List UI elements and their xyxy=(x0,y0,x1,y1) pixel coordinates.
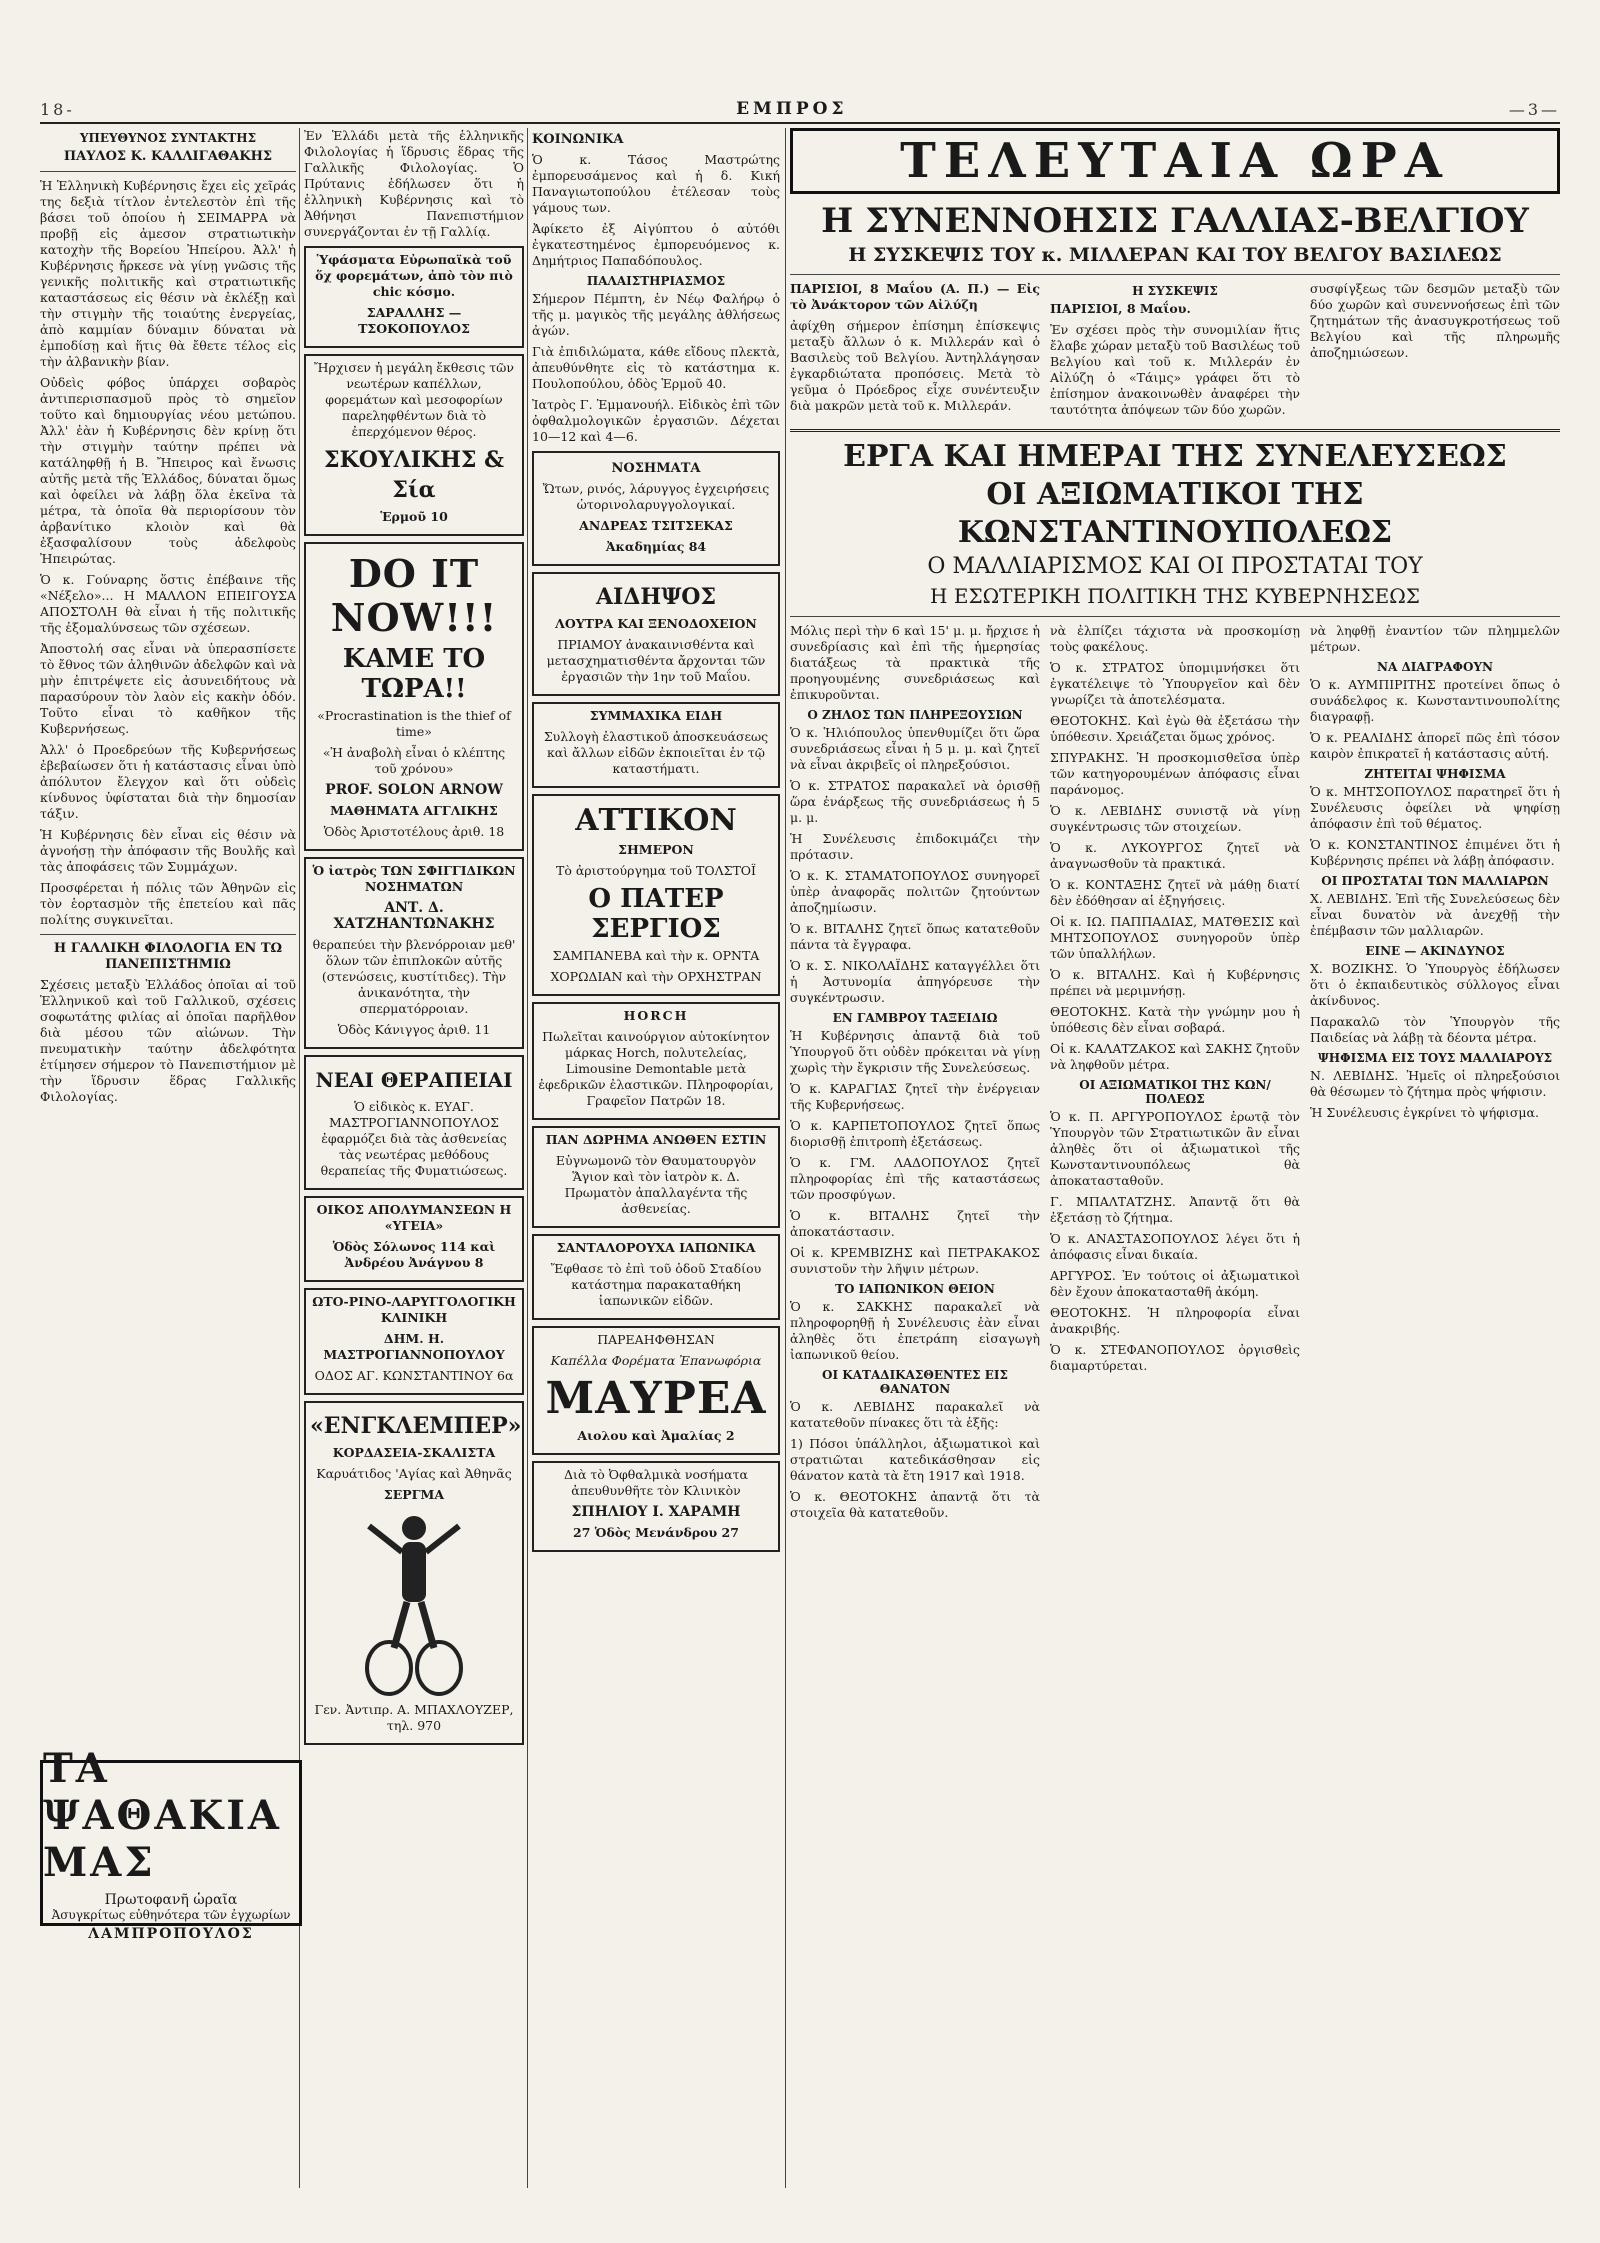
newspaper-title: ΕΜΠΡΟΣ xyxy=(736,99,848,119)
ad-name: ΑΝΔΡΕΑΣ ΤΣΙΤΣΕΚΑΣ xyxy=(579,518,733,533)
headline-6: Η ΕΣΩΤΕΡΙΚΗ ΠΟΛΙΤΙΚΗ ΤΗΣ ΚΥΒΕΡΝΗΣΕΩΣ xyxy=(930,584,1420,608)
ad-name: PROF. SOLON ARNOW xyxy=(325,782,503,798)
ad-title: ΣΑΝΤΑΛΟΡΟΥΧΑ ΙΑΠΩΝΙΚΑ xyxy=(556,1240,756,1255)
ad-name: ΣΑΡΑΛΛΗΣ — ΤΣΟΚΟΠΟΥΛΟΣ xyxy=(358,305,470,336)
article-paragraph: Ὁ κ. ΒΙΤΑΛΗΣ. Καὶ ἡ Κυβέρνησις πρέπει νὰ μεριμνήσῃ. xyxy=(1050,967,1300,998)
philology-heading: Η ΓΑΛΛΙΚΗ ΦΙΛΟΛΟΓΙΑ ΕΝ ΤΩ ΠΑΝΕΠΙΣΤΗΜΙΩ xyxy=(53,941,283,972)
article-paragraph: Ἡ Συνέλευσις ἐγκρίνει τὸ ψήφισμα. xyxy=(1310,1105,1539,1120)
page-number-right: —3— xyxy=(1508,99,1560,119)
ad-pretitle: Διὰ τὸ Ὀφθαλμικὰ νοσήματα ἀπευθυνθῆτε τὸν Κλινικὸν xyxy=(564,1467,748,1498)
ad-title: ΠΑΝ ΔΩΡΗΜΑ ΑΝΩΘΕΝ ΕΣΤΙΝ xyxy=(545,1132,767,1147)
ad-text: Ὑφάσματα Εὐρωπαϊκὰ τοῦ ὅχ φορεμάτων, ἀπὸ τὸν πιὸ chic κόσμο. xyxy=(315,252,513,299)
ad-pretitle: ΠΑΡΕΑΗΦΘΗΣΑΝ xyxy=(597,1332,715,1347)
ad-ent-clinic xyxy=(304,1288,524,1395)
ad-address: Ἑρμοῦ 10 xyxy=(380,509,448,524)
editor-name: ΠΑΥΛΟΣ Κ. ΚΑΛΛΙΓΑΘΑΚΗΣ xyxy=(63,149,273,164)
article-paragraph: Ὁ κ. Γούναρης ὅστις ἐπέβαινε τῆς «Νέξελο»... Η ΜΑΛΛΟΝ ΕΠΕΙΓΟΥΣΑ ΑΠΟΣΤΟΛΗ θὰ εἶναι ἡ τῆς πολιτικῆς τῆς ἐξομαλύνσεως τῶν σχέσεων. xyxy=(40,572,296,635)
ad-quote-greek: «Ἡ ἀναβολὴ εἶναι ὁ κλέπτης τοῦ χρόνου» xyxy=(322,745,506,776)
divider xyxy=(790,429,1560,432)
article-paragraph: Οἱ κ. ΚΑΛΑΤΖΑΚΟΣ καὶ ΣΑΚΗΣ ζητοῦν νὰ ληφθοῦν μέτρα. xyxy=(1050,1041,1300,1072)
lead-story xyxy=(790,281,1560,423)
divider xyxy=(40,171,296,172)
ad-disinfection xyxy=(304,1196,524,1282)
section-heading: ΝΑ ΔΙΑΓΡΑΦΟΥΝ xyxy=(1377,660,1493,674)
article-paragraph: Ὁ κ. Ἡλιόπουλος ὑπενθυμίζει ὅτι ὥρα συνεδριάσεως εἶναι ἡ 5 μ. μ. καὶ ζητεῖ νὰ εἶναι ἀκριβεῖς οἱ πληρεξούσιοι. xyxy=(790,725,1040,772)
ad-quote: «Procrastination is the thief of time» xyxy=(317,708,511,739)
ad-address: ΟΔΟΣ ΑΓ. ΚΩΝΣΤΑΝΤΙΝΟΥ 6α xyxy=(314,1368,514,1383)
article-paragraph: Οἱ κ. ΙΩ. ΠΑΠΠΑΔΙΑΣ, ΜΑΤΘΕΣΙΣ καὶ ΜΗΤΣΟΠΟΥΛΟΣ συνηγοροῦν ὑπὲρ τῶν ὑπαλλήλων. xyxy=(1050,914,1300,961)
article-paragraph: νὰ ληφθῇ ἐναντίον τῶν πλημμελῶν μέτρων. xyxy=(1310,623,1560,654)
headline-1: Η ΣΥΝΕΝΝΟΗΣΙΣ ΓΑΛΛΙΑΣ-ΒΕΛΓΙΟΥ xyxy=(821,201,1529,241)
cinema-cast: ΣΑΜΠΑΝΕΒΑ καὶ τὴν κ. ΟΡΝΤΑ xyxy=(552,948,760,963)
section-heading: ΠΑΛΑΙΣΤΗΡΙΑΣΜΟΣ xyxy=(586,274,726,288)
article-paragraph: Ὁ κ. Π. ΑΡΓΥΡΟΠΟΥΛΟΣ ἐρωτᾷ τὸν Ὑπουργὸν τῶν Στρατιωτικῶν ἂν εἶναι ἀληθὲς ὅτι οἱ ἀξιωματικοὶ τῆς Κωνσταντινουπόλεως θὰ ἀποκατασταθοῦν. xyxy=(1050,1109,1300,1188)
editor-label: ΥΠΕΥΘΥΝΟΣ ΣΥΝΤΑΚΤΗΣ xyxy=(79,131,257,145)
ad-address: Αιολου καὶ Ἀμαλίας 2 xyxy=(577,1428,735,1443)
ad-english-lessons xyxy=(304,542,524,851)
cinema-film: Ο ΠΑΤΕΡ ΣΕΡΓΙΟΣ xyxy=(588,884,724,944)
article-paragraph: Ἐν Ἑλλάδι μετὰ τῆς ἑλληνικῆς Φιλολογίας ἡ ἵδρυσις ἕδρας τῆς Γαλλικῆς Φιλολογίας. Ὁ Πρύτανις ἐδήλωσεν ὅτι ἡ ἑλληνικὴ Κυβέρνησις καὶ τὸ Ἀθήνησι Πανεπιστήμιον συνεργάζονται ἐν τῇ Γαλλίᾳ. xyxy=(304,128,524,239)
article-paragraph: Σήμερον Πέμπτη, ἐν Νέῳ Φαλήρῳ ὁ τῆς μ. μαγικὸς τῆς μεγάλης ἀθλήσεως ἀγών. xyxy=(532,291,780,338)
column-rule xyxy=(527,128,528,2188)
ad-address: 27 Ὁδὸς Μενάνδρου 27 xyxy=(573,1525,739,1540)
article-paragraph: Ὁ κ. ΘΕΟΤΟΚΗΣ ἀπαντᾷ ὅτι τὰ στοιχεῖα θὰ κατατεθοῦν. xyxy=(790,1489,1040,1520)
ad-text: ΠΡΙΑΜΟΥ ἀνακαινισθέντα καὶ μετασχηματισθέντα ἄρχονται τῶν ἐργασιῶν τὴν 1ην τοῦ Μαΐου. xyxy=(546,637,766,684)
article-paragraph: Χ. ΒΟΖΙΚΗΣ. Ὁ Ὑπουργὸς ἐδήλωσεν ὅτι ὁ ἐκπαιδευτικὸς σύλλογος εἶναι ἀκίνδυνος. xyxy=(1310,961,1560,1008)
article-paragraph: Ὁ κ. ΣΑΚΚΗΣ παρακαλεῖ νὰ πληροφορηθῇ ἡ Συνέλευσις ἐὰν εἶναι ἀληθὲς ὅτι ἐπετράπη εἰσαγωγὴ ἰαπωνικοῦ θείου. xyxy=(790,1299,1040,1362)
section-heading: ΨΗΦΙΣΜΑ ΕΙΣ ΤΟΥΣ ΜΑΛΛΙΑΡΟΥΣ xyxy=(1317,1051,1553,1065)
ad-spiliou xyxy=(532,1461,780,1552)
ad-title: HORCH xyxy=(623,1008,689,1023)
article-paragraph: Ὁ κ. ΚΟΝΣΤΑΝΤΙΝΟΣ ἐπιμένει ὅτι ἡ Κυβέρνησις πρέπει νὰ λάβῃ ἀπόφασιν. xyxy=(1310,837,1560,868)
column-2 xyxy=(304,128,524,2188)
column-3 xyxy=(532,128,780,2188)
ad-corsets xyxy=(304,1401,524,1745)
article-paragraph: Οἱ κ. ΚΡΕΜΒΙΖΗΣ καὶ ΠΕΤΡΑΚΑΚΟΣ συνιστοῦν τὴν λῆψιν μέτρων. xyxy=(790,1245,1040,1276)
ad-text: Ὁ εἰδικὸς κ. ΕΥΑΓ. ΜΑΣΤΡΟΓΙΑΝΝΟΠΟΥΛΟΣ ἐφαρμόζει διὰ τὰς ἀσθενείας τὰς νεωτέρας μεθόδους θεραπείας τῆς Φυματιώσεως. xyxy=(320,1099,508,1178)
divider xyxy=(790,616,1560,617)
article-paragraph: Σχέσεις μεταξὺ Ἑλλάδος ὁποῖαι αἱ τοῦ Ἑλληνικοῦ καὶ τοῦ Γαλλικοῦ, σχέσεις σοφωτάτης φιλίας αἱ ὁποῖαι παρῆλθον διὰ μέσου τῶν αἰώνων. Τὴν πνευματικὴν ταύτην ἀδελφότητα ἐτίμησεν σήμερον τὸ Πανεπιστήμιον μὲ τὴν ἵδρυσιν ἕδρας Γαλλικῆς Φιλολογίας. xyxy=(40,977,296,1104)
ad-title: «ΕΝΓΚΛΕΜΠΕΡ» xyxy=(310,1413,522,1439)
ad-fabrics xyxy=(304,246,524,348)
headline-5: Ο ΜΑΛΛΙΑΡΙΣΜΟΣ ΚΑΙ ΟΙ ΠΡΟΣΤΑΤΑΙ ΤΟΥ xyxy=(927,554,1423,579)
banner-box xyxy=(790,128,1560,194)
ad-japanese xyxy=(532,1234,780,1320)
ad-title: ΝΟΣΗΜΑΤΑ xyxy=(611,461,701,476)
article-paragraph: Ἰατρὸς Γ. Ἐμμανουήλ. Εἰδικὸς ἐπὶ τῶν ὀφθαλμολογικῶν ἐργασιῶν. Δέχεται 10—12 καὶ 4—6. xyxy=(532,397,780,444)
article-paragraph: Ὁ κ. ΛΕΒΙΔΗΣ συνιστᾷ νὰ γίνῃ συγκέντρωσις τῶν στοιχείων. xyxy=(1050,803,1300,834)
ad-cinema xyxy=(532,794,780,996)
cinema-name: ΑΤΤΙΚΟΝ xyxy=(575,803,737,838)
ad-horch xyxy=(532,1002,780,1120)
ad-name: ΑΝΤ. Δ. ΧΑΤΖΗΑΝΤΩΝΑΚΗΣ xyxy=(333,900,495,932)
section-heading: ΕΝ ΓΑΜΒΡΟΥ ΤΑΞΕΙΔΙΩ xyxy=(832,1011,998,1025)
ad-lessons: ΜΑΘΗΜΑΤΑ ΑΓΓΛΙΚΗΣ xyxy=(330,803,498,818)
section-heading: Ο ΖΗΛΟΣ ΤΩΝ ΠΛΗΡΕΞΟΥΣΙΩΝ xyxy=(807,708,1023,722)
article-paragraph: ΘΕΟΤΟΚΗΣ. Ἡ πληροφορία εἶναι ἀνακριβής. xyxy=(1050,1305,1300,1336)
article-paragraph: Ὁ κ. ΚΑΡΑΓΙΑΣ ζητεῖ τὴν ἐνέργειαν τῆς Κυβερνήσεως. xyxy=(790,1081,1040,1112)
article-paragraph: Ὁ κ. ΜΗΤΣΟΠΟΥΛΟΣ παρατηρεῖ ὅτι ἡ Συνέλευσις ὀφείλει νὰ ψηφίσῃ ἀπόφασιν ἐπὶ τοῦ θέματος. xyxy=(1310,784,1560,831)
ad-text: Ἔφθασε τὸ ἐπὶ τοῦ ὁδοῦ Σταδίου κατάστημα παρακαταθήκη ἰαπωνικῶν εἰδῶν. xyxy=(550,1261,762,1308)
ad-title: ΑΙΔΗΨΟΣ xyxy=(595,584,717,610)
ad-text: Πωλεῖται καινούργιον αὐτοκίνητον μάρκας Horch, πολυτελείας, Limousine Demontable μετὰ ἐφεδρικῶν ἐλαστικῶν. Πληροφορίαι, Γραφεῖον Πατρῶν 18. xyxy=(538,1029,774,1108)
headline-3: ΕΡΓΑ ΚΑΙ ΗΜΕΡΑΙ ΤΗΣ ΣΥΝΕΛΕΥΣΕΩΣ xyxy=(843,439,1507,474)
ad-text: θεραπεύει τὴν βλενόρροιαν μεθ' ὅλων τῶν ἐπιπλοκῶν αὐτῆς (στενώσεις, κυστίτιδες). Τὴν ἀνικανότητα, τὴν σπερματόρροιαν. xyxy=(312,937,516,1016)
ad-address: Ὁδὸς Ἀριστοτέλους ἀριθ. 18 xyxy=(323,824,505,839)
article-paragraph: Ὁ κ. ΑΥΜΠΙΡΙΤΗΣ προτείνει ὅπως ὁ συνάδελφος κ. Κωνσταντινουπολίτης διαγραφῇ. xyxy=(1310,677,1560,724)
cinema-today: ΣΗΜΕΡΟΝ xyxy=(618,842,694,857)
article-paragraph: Ἀποστολή σας εἶναι νὰ ὑπερασπίσετε τὸ ἔθνος τῶν ἀληθινῶν ἀδελφῶν καὶ νὰ μὴν ἐπιτρέψετε εἰς ἀσυνειδήτους νὰ παρασύρουν τὸν λαὸν εἰς κακὴν ὁδόν. Τοῦτο εἶναι τὸ καθῆκον τῆς Κυβερνήσεως. xyxy=(40,641,296,736)
ad-subtitle: Πρωτοφανῆ ὡραῖα xyxy=(104,1891,238,1908)
ad-text: Συλλογὴ ἐλαστικοῦ ἀποσκευάσεως καὶ ἄλλων εἰδῶν ἐκποιεῖται ἐν τῷ καταστήματι. xyxy=(543,729,769,776)
divider xyxy=(790,274,1560,275)
ad-text: Εὐγνωμονῶ τὸν Θαυματουργὸν Ἅγιον καὶ τὸν ἰατρὸν κ. Δ. Πρωματὸν ἀπαλλαγέντα τῆς ἀσθενείας. xyxy=(555,1153,757,1216)
social-heading: ΚΟΙΝΩΝΙΚΑ xyxy=(532,132,624,147)
headline-2: Η ΣΥΣΚΕΨΙΣ ΤΟΥ κ. ΜΙΛΛΕΡΑΝ ΚΑΙ ΤΟΥ ΒΕΛΓΟΥ ΒΑΣΙΛΕΩΣ xyxy=(848,244,1502,266)
column-1 xyxy=(40,128,296,1748)
article-paragraph: Ἀλλ' ὁ Προεδρεύων τῆς Κυβερνήσεως ἐβεβαίωσεν ὅτι ἡ κατάστασις εἶναι ὑπὸ ἀπόλυτον ἔλεγχον καὶ ὅτι οὐδεὶς κίνδυνος ὑφίσταται διὰ τὴν δημοσίαν τάξιν. xyxy=(40,742,296,821)
article-paragraph: νὰ ἐλπίζει τάχιστα νὰ προσκομίσῃ τοὺς φακέλους. xyxy=(1050,623,1300,654)
page-number-left: 18- xyxy=(40,99,75,119)
report-column-c xyxy=(1310,623,1560,1526)
column-4-last-hour xyxy=(790,128,1560,2188)
ad-text: Ὁ ἰατρὸς ΤΩΝ ΣΦΙΓΓΙΔΙΚΩΝ ΝΟΣΗΜΑΤΩΝ xyxy=(312,863,516,894)
ad-address: Ὁδὸς Κάνιγγος ἀριθ. 11 xyxy=(337,1022,491,1037)
section-heading: ΤΟ ΙΑΠΩΝΙΚΟΝ ΘΕΙΟΝ xyxy=(835,1282,995,1296)
ad-skoulikis xyxy=(304,354,524,536)
section-heading: ΟΙ ΠΡΟΣΤΑΤΑΙ ΤΩΝ ΜΑΛΛΙΑΡΩΝ xyxy=(1321,874,1549,888)
ad-diseases xyxy=(532,451,780,566)
article-paragraph: Παρακαλῶ τὸν Ὑπουργὸν τῆς Παιδείας νὰ λάβῃ τὰ δέοντα μέτρα. xyxy=(1310,1014,1560,1045)
corset-figure-illustration xyxy=(339,1508,489,1698)
article-paragraph: Ὁ κ. ΣΤΡΑΤΟΣ ὑπομιμνήσκει ὅτι ἐγκατέλειψε τὸ Ὑπουργεῖον καὶ δὲν γνωρίζει τὰ ἀποτελέσματα. xyxy=(1050,660,1300,707)
article-paragraph: Ὁ κ. ΣΤΡΑΤΟΣ παρακαλεῖ νὰ ὁρισθῇ ὥρα ἐνάρξεως τῆς συνεδριάσεως ἡ 5 μ. μ. xyxy=(790,778,1040,825)
section-heading: ΟΙ ΚΑΤΑΔΙΚΑΣΘΕΝΤΕΣ ΕΙΣ ΘΑΝΑΤΟΝ xyxy=(822,1368,1008,1396)
ad-text: Ὤτων, ρινός, λάρυγγος ἐγχειρήσεις ὠτορινολαρυγγολογικαί. xyxy=(542,481,770,512)
article-paragraph: Ὁ κ. ΛΕΒΙΔΗΣ παρακαλεῖ νὰ κατατεθοῦν πίνακες ὅτι τὰ ἑξῆς: xyxy=(790,1399,1040,1430)
article-paragraph: Ἀφίκετο ἐξ Αἰγύπτου ὁ αὐτόθι ἐγκατεστημένος ἐμπορευόμενος κ. Δημήτριος Παπαδόπουλος. xyxy=(532,221,780,268)
article-paragraph: Γ. ΜΠΑΛΤΑΤΖΗΣ. Ἀπαντᾷ ὅτι θὰ ἐξετάσῃ τὸ ζήτημα. xyxy=(1050,1194,1300,1225)
ad-name: ΜΑΥΡΕΑ xyxy=(545,1373,767,1424)
article-paragraph: Προσφέρεται ἡ πόλις τῶν Ἀθηνῶν εἰς τὸν ἑορτασμὸν τῆς ἐπετείου καὶ πᾶς πολίτης συγκινεῖται. xyxy=(40,880,296,927)
ad-new-therapies xyxy=(304,1055,524,1190)
article-paragraph: 1) Πόσοι ὑπάλληλοι, ἀξιωματικοὶ καὶ στρατιῶται κατεδικάσθησαν εἰς θάνατον κατὰ τὰ ἔτη 1917 καὶ 1918. xyxy=(790,1436,1040,1483)
cinema-orchestra: ΧΟΡΩΔΙΑΝ καὶ τὴν ΟΡΧΗΣΤΡΑΝ xyxy=(550,969,762,984)
ad-name: ΣΠΗΛΙΟΥ Ι. ΧΑΡΑΜΗ xyxy=(571,1504,741,1520)
ad-title: DO IT NOW!!! xyxy=(330,551,498,640)
ad-aidipsos xyxy=(532,572,780,696)
ad-name: ΔΗΜ. Η. ΜΑΣΤΡΟΓΙΑΝΝΟΠΟΥΛΟΥ xyxy=(323,1331,505,1362)
article-paragraph: ΣΠΥΡΑΚΗΣ. Ἡ προσκομισθεῖσα ὑπὲρ τῶν κατηγορουμένων ἀπόφασις εἶναι παράνομος. xyxy=(1050,750,1300,797)
article-paragraph: Ὁ κ. ΡΕΑΛΙΔΗΣ ἀπορεῖ πῶς ἐπὶ τόσον καιρὸν ἐπικρατεῖ ἡ κατάστασις αὐτή. xyxy=(1310,730,1560,761)
ad-doctor xyxy=(304,857,524,1049)
article-paragraph: Ὁ κ. Σ. ΝΙΚΟΛΑΪΔΗΣ καταγγέλλει ὅτι ἡ Ἀστυνομία ἀπηγόρευσε τὴν συγκέντρωσιν. xyxy=(790,958,1040,1005)
ad-allied xyxy=(532,702,780,788)
article-paragraph: Χ. ΛΕΒΙΔΗΣ. Ἐπὶ τῆς Συνελεύσεως δὲν εἶναι δυνατὸν νὰ ἀνεχθῇ τὴν ἐπέμβασιν τῶν μαλλιαρῶν. xyxy=(1310,891,1560,938)
article-paragraph: ΘΕΟΤΟΚΗΣ. Κατὰ τὴν γνώμην μου ἡ ὑπόθεσις δὲν εἶναι σοβαρά. xyxy=(1050,1004,1300,1035)
ad-title: ΣΥΜΜΑΧΙΚΑ ΕΙΔΗ xyxy=(589,708,723,723)
article-paragraph: Μόλις περὶ τὴν 6 καὶ 15' μ. μ. ἤρχισε ἡ συνεδρίασις καὶ ἐπὶ τῆς ἡμερησίας διατάξεως τὰ πρακτικὰ τῆς προηγουμένης συνεδριάσεως καὶ ἐπικυροῦνται. xyxy=(790,623,1040,702)
article-paragraph: Ἡ Κυβέρνησις ἀπαντᾷ διὰ τοῦ Ὑπουργοῦ ὅτι οὐδὲν πρόκειται νὰ γίνῃ χωρὶς τὴν ἔγκρισιν τῆς Συνελεύσεως. xyxy=(790,1028,1040,1075)
ad-name: ΣΚΟΥΛΙΚΗΣ & Σία xyxy=(324,447,504,503)
ad-title: ΩΤΟ-ΡΙΝΟ-ΛΑΡΥΓΓΟΛΟΓΙΚΗ ΚΛΙΝΙΚΗ xyxy=(312,1294,516,1325)
article-paragraph: Ὁ κ. ΓΜ. ΛΑΔΟΠΟΥΛΟΣ ζητεῖ πληροφορίας ἐπὶ τῆς καταστάσεως τῶν προσφύγων. xyxy=(790,1155,1040,1202)
divider xyxy=(40,934,296,935)
ad-maurea xyxy=(532,1326,780,1455)
advertisement-psathakia xyxy=(40,1744,302,1942)
section-heading: Η ΣΥΣΚΕΨΙΣ xyxy=(1132,284,1218,298)
ad-title: ΝΕΑΙ ΘΕΡΑΠΕΙΑΙ xyxy=(315,1068,513,1092)
ad-brand: ΣΕΡΓΜΑ xyxy=(383,1487,445,1502)
ad-items: Καπέλλα Φορέματα Ἐπανωφόρια xyxy=(550,1353,762,1368)
headline-4: ΟΙ ΑΞΙΩΜΑΤΙΚΟΙ ΤΗΣ ΚΩΝΣΤΑΝΤΙΝΟΥΠΟΛΕΩΣ xyxy=(957,477,1393,550)
ad-name: ΛΑΜΠΡΟΠΟΥΛΟΣ xyxy=(88,1925,254,1942)
article-paragraph: Ὁ κ. ΒΙΤΑΛΗΣ ζητεῖ ὅπως κατατεθοῦν πάντα τὰ ἔγγραφα. xyxy=(790,921,1040,952)
ad-text: Ἤρχισεν ἡ μεγάλη ἔκθεσις τῶν νεωτέρων καπέλλων, φορεμάτων καὶ μεσοφορίων παρεληφθέντων διὰ τὸ ἐπερχόμενον θέρος. xyxy=(314,360,514,439)
article-paragraph: Ὁ κ. ΚΑΡΠΕΤΟΠΟΥΛΟΣ ζητεῖ ὅπως διορισθῇ ἐπιτροπὴ ἐξετάσεως. xyxy=(790,1118,1040,1149)
ad-title-greek: ΚΑΜΕ ΤΟ ΤΩΡΑ!! xyxy=(342,644,486,704)
dateline: ΠΑΡΙΣΙΟΙ, 8 Μαΐου (Α. Π.) — Εἰς τὸ Ἀνάκτορον τῶν Αἰλύζη xyxy=(790,281,1040,312)
ad-subtitle: ΛΟΥΤΡΑ ΚΑΙ ΞΕΝΟΔΟΧΕΙΟΝ xyxy=(555,616,757,631)
ad-address: Ἀκαδημίας 84 xyxy=(605,539,707,554)
ad-title: ΟΙΚΟΣ ΑΠΟΛΥΜΑΝΣΕΩΝ Η «ΥΓΕΙΑ» xyxy=(316,1202,512,1233)
assembly-report xyxy=(790,623,1560,1526)
article-paragraph: Ὁ κ. ΣΤΕΦΑΝΟΠΟΥΛΟΣ ὀργισθεὶς διαμαρτύρεται. xyxy=(1050,1342,1300,1373)
article-paragraph: Ἐν σχέσει πρὸς τὴν συνομιλίαν ἥτις ἔλαβε χώραν μεταξὺ τοῦ Βασιλέως τοῦ Βελγίου καὶ τοῦ κ. Μιλλεράν ἐν Αἰλύζη ὁ «Τάιμς» γράφει ὅτι τὸ ἐπίσημον ἀνακοινωθὲν ἀναφέρει τὴν ταυτότητα ἀπόψεων τῶν δύο χωρῶν. xyxy=(1050,322,1300,417)
ad-address: Καρυάτιδος 'Αγίας καὶ Ἀθηνᾶς xyxy=(316,1466,512,1481)
article-paragraph: Ἡ Ἑλληνικὴ Κυβέρνησις ἔχει εἰς χεῖράς της δεξιὰ τίτλον ἐντελεστὸν ἐπὶ τῆς βάσει τοῦ ὁποίου ἡ ΣΕΙΜΑΡΡΑ νὰ προβῇ εἰς ἀμεσον στρατιωτικὴν κατοχὴν τῆς Βορείου Ἠπείρου. Ἀλλ' ἡ Κυβέρνησις ἤρκεσε νὰ γίνῃ γνῶσις τῆς γενικῆς πολιτικῆς καὶ στρατιωτικῆς καταστάσεως εἰς θέσιν νὰ ἐκλέξῃ καὶ τὴν στιγμὴν τῆς τοιαύτης ἐνεργείας, ἀπὸ καμμίαν δύναμιν δύναται νὰ ἐμποδίσῃ καὶ ἥτις θὰ ἔθετε τέλος εἰς τὴν ἀλβανικὴν βίαν. xyxy=(40,178,296,369)
article-paragraph: Γιὰ ἐπιδιλώματα, κάθε εἴδους πλεκτὰ, ἀπευθύνθητε εἰς τὸ κατάστημα κ. Πουλοπούλου, ὁδὸς Ἑρμοῦ 40. xyxy=(532,344,780,391)
article-paragraph: Ὁ κ. ΑΝΑΣΤΑΣΟΠΟΥΛΟΣ λέγει ὅτι ἡ ἀπόφασις εἶναι δικαία. xyxy=(1050,1231,1300,1262)
ad-footer: Γεν. Ἀντιπρ. Α. ΜΠΑΧΛΟΥΖΕΡ, τηλ. 970 xyxy=(314,1702,514,1733)
article-paragraph: συσφίγξεως τῶν δεσμῶν μεταξὺ τῶν δύο χωρῶν καὶ συνεννοήσεως ἐπὶ τῶν ζητημάτων τῆς ἀνασυγκροτήσεως τοῦ Βελγίου καὶ τῆς πληρωμῆς ἀποζημιώσεων. xyxy=(1310,281,1560,360)
masthead xyxy=(40,96,1560,124)
ad-gifts xyxy=(532,1126,780,1228)
article-paragraph: Ὁ κ. ΒΙΤΑΛΗΣ ζητεῖ τὴν ἀποκατάστασιν. xyxy=(790,1208,1040,1239)
article-paragraph: Ὁ κ. ΚΟΝΤΑΞΗΣ ζητεῖ νὰ μάθῃ διατί δὲν ἐδόθησαν αἱ ἐξηγήσεις. xyxy=(1050,877,1300,908)
report-column-b xyxy=(1050,623,1300,1526)
report-column-a xyxy=(790,623,1040,1526)
cinema-subtitle: Τὸ ἀριστούργημα τοῦ ΤΟΛΣΤΟΪ xyxy=(556,863,756,878)
section-heading: ΖΗΤΕΙΤΑΙ ΨΗΦΙΣΜΑ xyxy=(1364,767,1506,781)
article-paragraph: Ὁ κ. ΛΥΚΟΥΡΓΟΣ ζητεῖ νὰ ἀναγνωσθοῦν τὰ πρακτικά. xyxy=(1050,840,1300,871)
article-paragraph: ΘΕΟΤΟΚΗΣ. Καὶ ἐγὼ θὰ ἐξετάσω τὴν ὑπόθεσιν. Χρειάζεται ὅμως χρόνος. xyxy=(1050,713,1300,744)
article-paragraph: Ὁ κ. Κ. ΣΤΑΜΑΤΟΠΟΥΛΟΣ συνηγορεῖ ὑπὲρ ἀναφορᾶς πολιτῶν ζητούντων ἀποζημίωσιν. xyxy=(790,868,1040,915)
ad-subtitle: Ἀσυγκρίτως εὐθηνότερα τῶν ἐγχωρίων xyxy=(51,1907,291,1922)
article-paragraph: Ἡ Συνέλευσις ἐπιδοκιμάζει τὴν πρότασιν. xyxy=(790,831,1040,862)
article-paragraph: Ν. ΛΕΒΙΔΗΣ. Ἡμεῖς οἱ πληρεξούσιοι θὰ θέσωμεν τὸ ζήτημα πρὸς ψήφισιν. xyxy=(1310,1068,1560,1099)
ad-title: ΤΑ ΨΑΘΑΚΙΑ ΜΑΣ xyxy=(43,1744,282,1886)
dateline: ΠΑΡΙΣΙΟΙ, 8 Μαΐου. xyxy=(1050,301,1191,316)
ad-subtitle: ΚΟΡΔΑΣΕΙΑ-ΣΚΑΛΙΣΤΑ xyxy=(332,1445,496,1460)
article-paragraph: Οὐδεὶς φόβος ὑπάρχει σοβαρὸς ἀντιπερισπασμοῦ πρὸς τὸ σημεῖον τοῦτο καὶ δημιουργίας νέου μετώπου. Ἀλλ' ἐὰν ἡ Κυβέρνησις δὲν κρίνῃ ὅτι τὴν στιγμὴν ταύτην πρέπει νὰ κατάληφθῇ ἡ Β. Ἤπειρος καὶ ἔνωσις αὐτῆς μετὰ τῆς Ἑλλάδος, δύναται ὅμως καὶ ὀφείλει νὰ λάβῃ ὅλα ἐκεῖνα τὰ μέτρα, τὰ ὁποῖα θὰ περιορίσουν τὸν ἀρβανίτικο κλοιὸν καὶ θὰ ἐξασφαλίσουν τοὺς ἀδελφοὺς Ἠπειρώτας. xyxy=(40,375,296,566)
article-paragraph: ΑΡΓΥΡΟΣ. Ἐν τούτοις οἱ ἀξιωματικοὶ δὲν ἔχουν ἀποκατασταθῆ ἀκόμη. xyxy=(1050,1268,1300,1299)
article-paragraph: ἀφίχθη σήμερον ἐπίσημη ἐπίσκεψις μεταξὺ ἄλλων ὁ κ. Μιλλεράν καὶ ὁ Βασιλεὺς τοῦ Βελγίου. Ἀντηλλάγησαν ἐγκαρδιώτατα προπόσεις. Μετὰ τὸ γεῦμα ὁ Πρόεδρος εἶχε συνέντευξιν διὰ μακρῶν μετὰ τοῦ κ. Μιλλεράν. xyxy=(790,318,1040,413)
ad-address: Ὁδὸς Σόλωνος 114 καὶ Ἀνδρέου Ἀνάγνου 8 xyxy=(332,1239,496,1270)
column-rule xyxy=(785,128,786,2188)
section-heading: ΕΙΝΕ — ΑΚΙΝΔΥΝΟΣ xyxy=(1365,944,1505,958)
banner-title: ΤΕΛΕΥΤΑΙΑ ΩΡΑ xyxy=(900,133,1450,189)
article-paragraph: Ὁ κ. Τάσος Μαστρώτης ἐμπορευσάμενος καὶ ἡ δ. Κική Παναγιωτοπούλου ἐτέλεσαν τοὺς γάμους των. xyxy=(532,152,780,215)
article-paragraph: Ἡ Κυβέρνησις δὲν εἶναι εἰς θέσιν νὰ ἀγνοήσῃ τὴν ἀπόφασιν τῆς Βουλῆς καὶ τὰς ἀποφάσεις τῶν Συμμάχων. xyxy=(40,827,296,874)
section-heading: ΟΙ ΑΞΙΩΜΑΤΙΚΟΙ ΤΗΣ ΚΩΝ/ΠΟΛΕΩΣ xyxy=(1079,1078,1271,1106)
